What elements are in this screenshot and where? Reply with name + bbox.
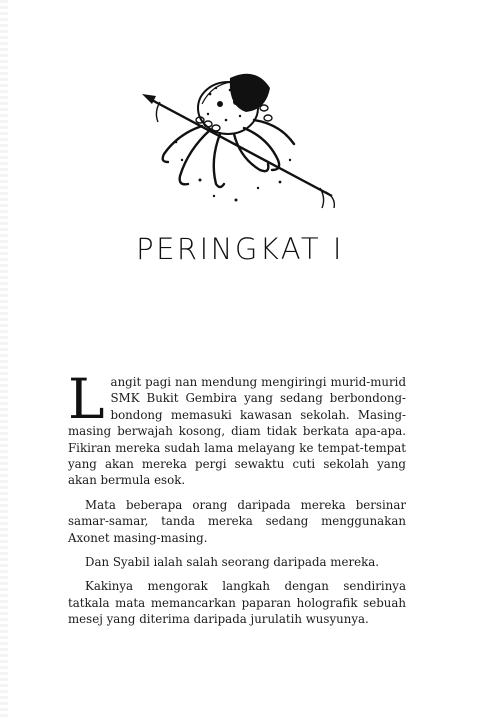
paragraph-3: Dan Syabil ialah salah seorang daripada mereka. [85, 555, 380, 570]
page-edge [0, 0, 8, 718]
chapter-body [68, 367, 406, 636]
chapter-title: PERINGKAT I [136, 232, 344, 266]
paragraph-4: Kakinya mengorak langkah dengan sendirinya tatkala mata memancarkan paparan holografik sebuah mesej yang diterima daripada jurulatih wusyunya. [68, 579, 406, 627]
paragraph-1-text: angit pagi nan mendung mengiringi murid-murid SMK Bukit Gembira yang sedang berbondong-bondong memasuki kawasan sekolah. Masing-masing berwajah kosong, diam tidak berkata apa-apa. Fikiran mereka sudah lama melayang ke tempat-tempat yang akan mereka pergi sewaktu cuti sekolah yang akan bermula esok. [68, 375, 406, 488]
paragraph-1 [68, 367, 406, 489]
octopus-on-spear-illustration [140, 50, 340, 210]
drop-cap: L [68, 367, 105, 431]
paragraph-2: Mata beberapa orang daripada mereka bersinar samar-samar, tanda mereka sedang menggunakan Axonet masing-masing. [68, 497, 406, 545]
